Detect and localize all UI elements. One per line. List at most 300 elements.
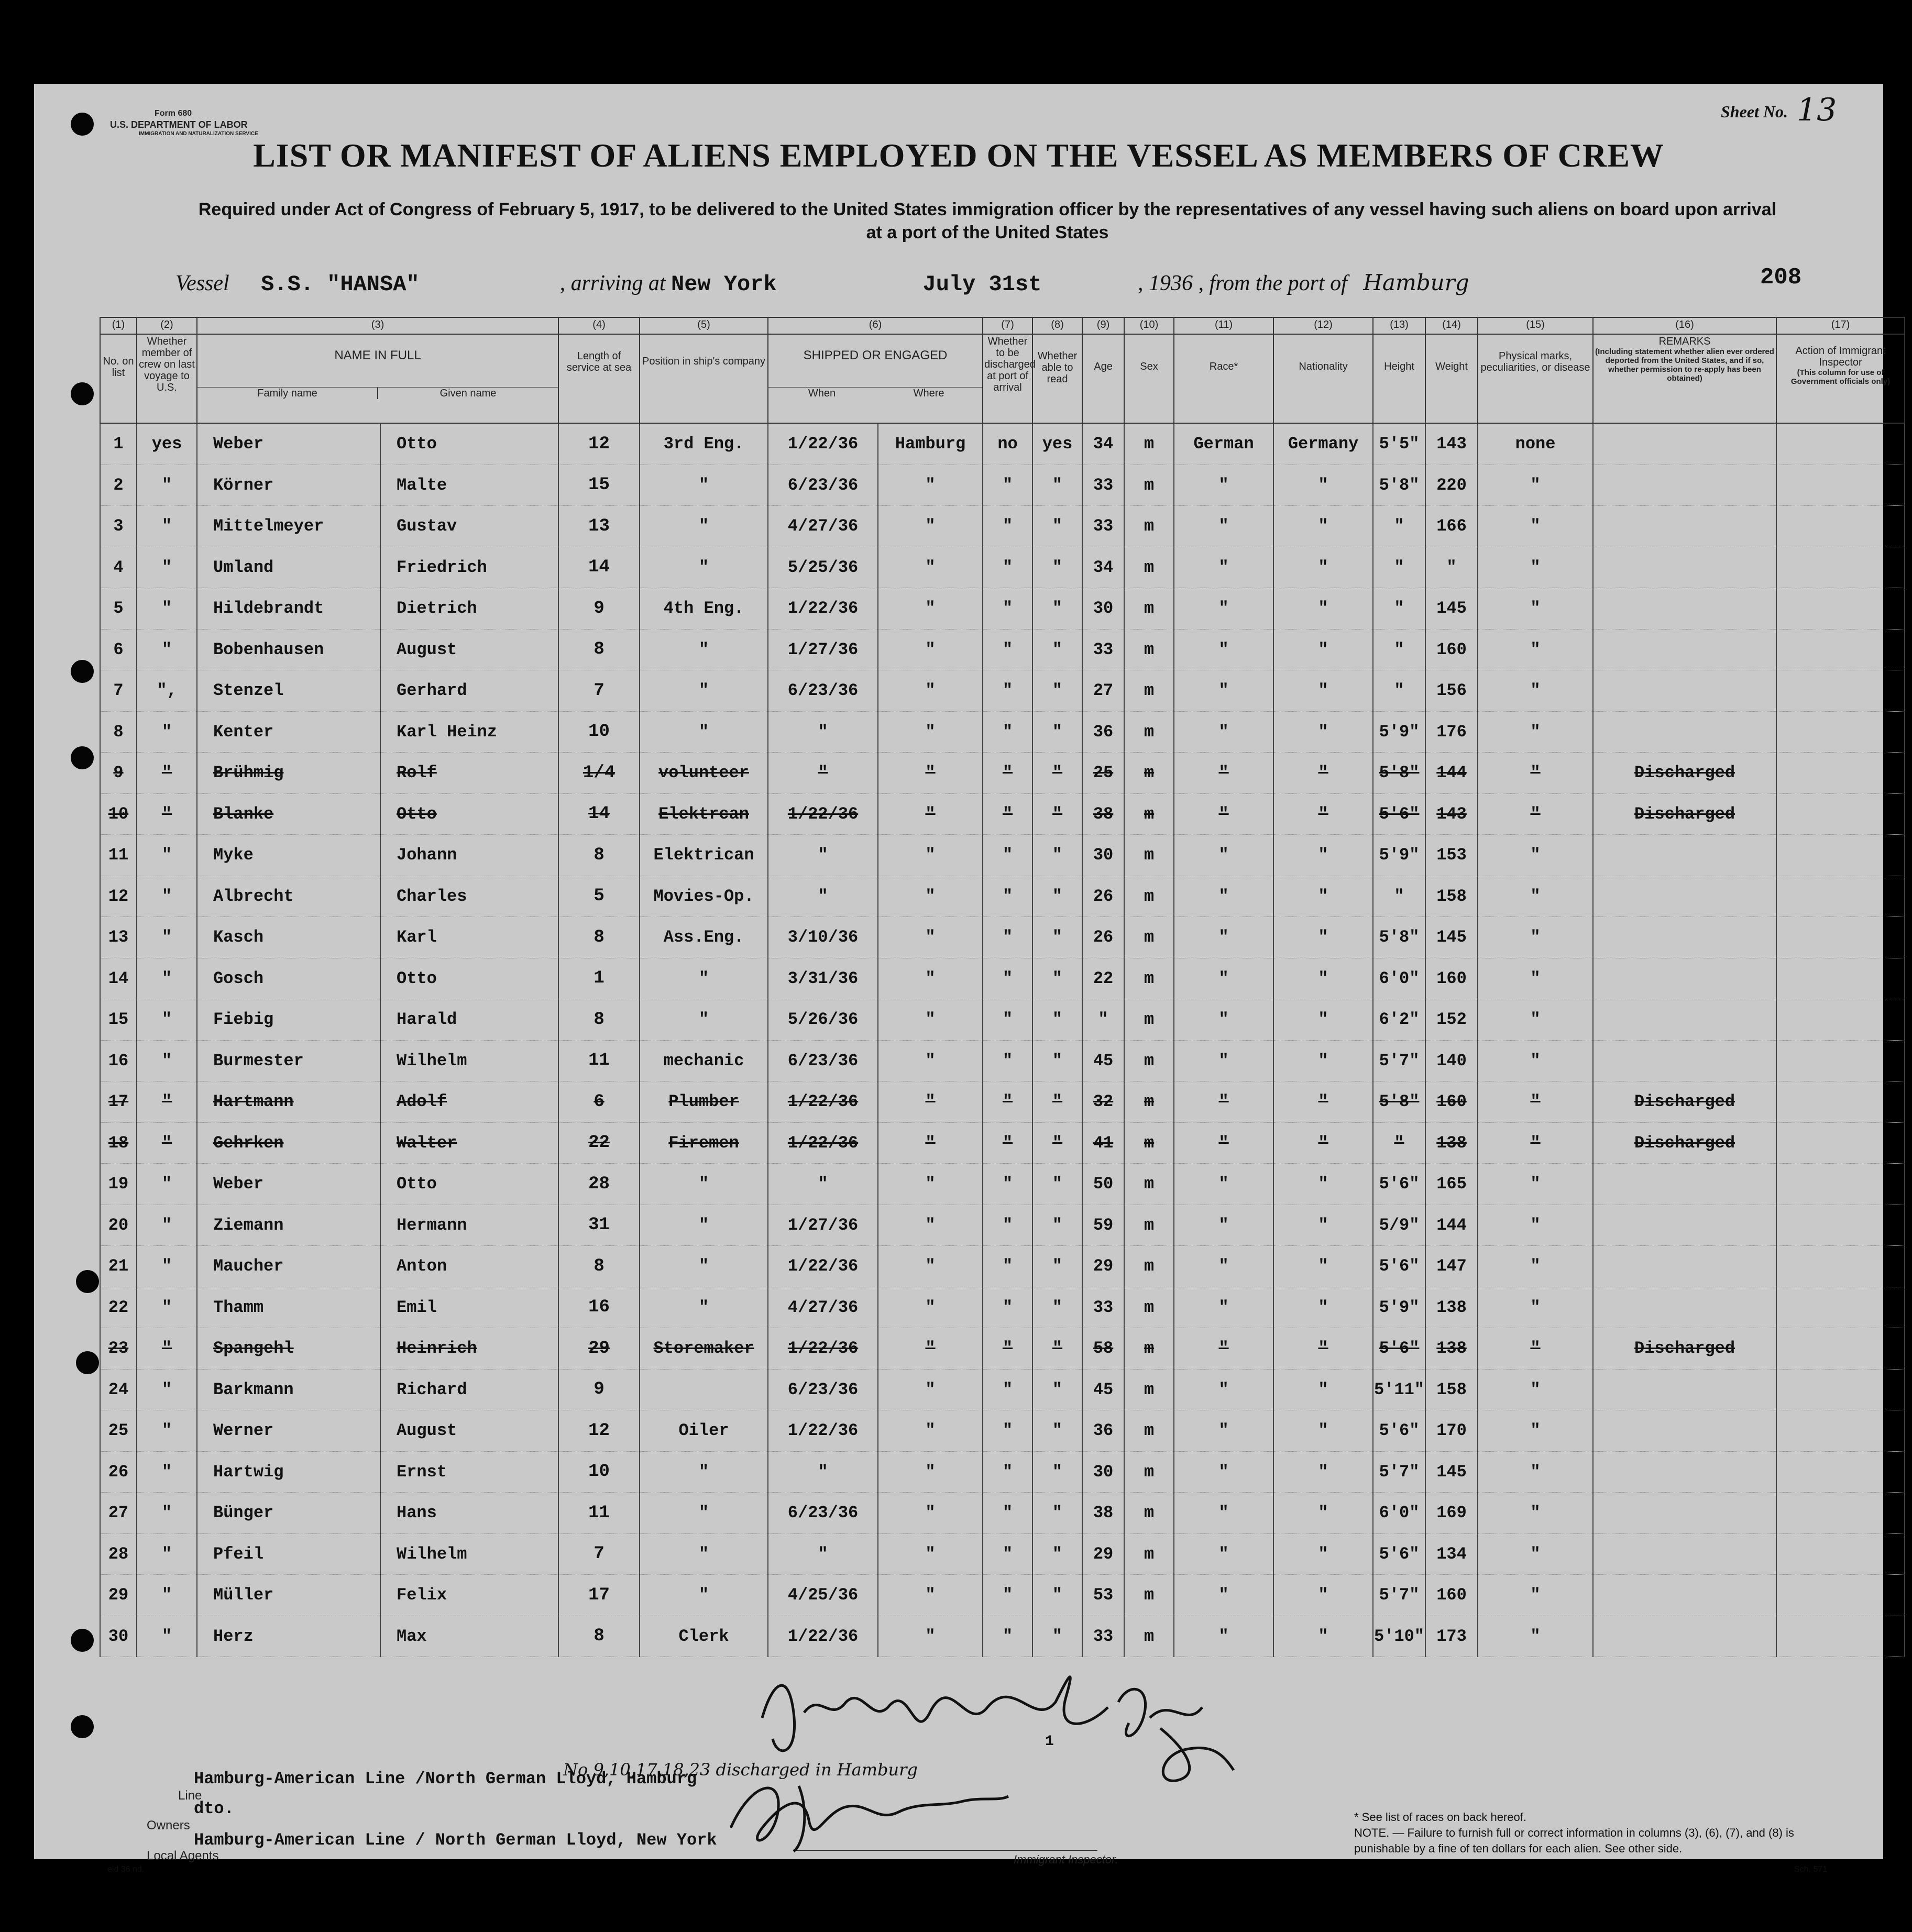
cell-height: " [1373, 588, 1425, 630]
cell-nat: " [1273, 465, 1373, 506]
cell-prev: " [137, 1081, 197, 1123]
cell-marks: " [1478, 753, 1593, 794]
cell-age: 50 [1082, 1164, 1124, 1205]
cell-remarks [1593, 465, 1776, 506]
cell-prev: ", [137, 670, 197, 712]
cell-weight: 140 [1425, 1040, 1478, 1081]
cell-sex: m [1124, 917, 1174, 958]
cell-when: 1/22/36 [768, 423, 878, 465]
cell-disch: " [983, 999, 1032, 1041]
cell-height: " [1373, 1122, 1425, 1164]
cell-no: 18 [100, 1122, 137, 1164]
cell-prev: " [137, 588, 197, 630]
cell-position: " [640, 670, 768, 712]
cell-weight: 176 [1425, 711, 1478, 753]
cell-read: " [1032, 1287, 1082, 1328]
cell-age: 36 [1082, 1410, 1124, 1452]
cell-weight: 144 [1425, 753, 1478, 794]
cell-weight: 166 [1425, 506, 1478, 547]
cell-where: " [878, 506, 983, 547]
cell-prev: " [137, 1040, 197, 1081]
cell-service: 10 [558, 711, 640, 753]
cell-given: Wilhelm [380, 1040, 558, 1081]
cell-sex: m [1124, 506, 1174, 547]
cell-prev: " [137, 753, 197, 794]
cell-family: Werner [197, 1410, 380, 1452]
cell-height: 5'7" [1373, 1451, 1425, 1493]
table-row [100, 1164, 1905, 1205]
cell-weight: 169 [1425, 1493, 1478, 1534]
line-value: Hamburg-American Line /North German Lloyd, Hamburg [194, 1769, 697, 1789]
cell-no: 11 [100, 835, 137, 876]
cell-action [1776, 1287, 1905, 1328]
cell-no: 13 [100, 917, 137, 958]
cell-prev: " [137, 1451, 197, 1493]
cell-sex: m [1124, 670, 1174, 712]
cell-where: " [878, 670, 983, 712]
cell-position [640, 1369, 768, 1410]
cell-where: " [878, 588, 983, 630]
cell-where: " [878, 753, 983, 794]
cell-when: 1/22/36 [768, 1616, 878, 1657]
cell-when: 6/23/36 [768, 465, 878, 506]
cell-where: " [878, 876, 983, 917]
cell-remarks: Discharged [1593, 1081, 1776, 1123]
cell-nat: " [1273, 1451, 1373, 1493]
cell-race: " [1174, 1369, 1273, 1410]
cell-race: " [1174, 1410, 1273, 1452]
cell-family: Thamm [197, 1287, 380, 1328]
cell-action [1776, 1246, 1905, 1287]
cell-read: " [1032, 1246, 1082, 1287]
cell-given: Rolf [380, 753, 558, 794]
cell-weight: 156 [1425, 670, 1478, 712]
cell-no: 2 [100, 465, 137, 506]
table-row [100, 753, 1905, 794]
cell-marks: " [1478, 629, 1593, 670]
table-row [100, 999, 1905, 1041]
table-row [100, 588, 1905, 630]
cell-read: " [1032, 588, 1082, 630]
cell-weight: 145 [1425, 1451, 1478, 1493]
cell-service: 28 [558, 1164, 640, 1205]
cell-marks: " [1478, 1246, 1593, 1287]
cell-given: Otto [380, 793, 558, 835]
cell-read: " [1032, 1328, 1082, 1370]
cell-weight: 220 [1425, 465, 1478, 506]
table-row [100, 506, 1905, 547]
cell-family: Burmester [197, 1040, 380, 1081]
cell-given: Dietrich [380, 588, 558, 630]
cell-where: " [878, 1410, 983, 1452]
cell-family: Pfeil [197, 1533, 380, 1575]
cell-marks: " [1478, 1369, 1593, 1410]
cell-read: " [1032, 670, 1082, 712]
cell-action [1776, 1616, 1905, 1657]
cell-disch: " [983, 547, 1032, 588]
cell-age: 38 [1082, 1493, 1124, 1534]
cell-read: " [1032, 999, 1082, 1041]
cell-weight: 158 [1425, 1369, 1478, 1410]
cell-action [1776, 1493, 1905, 1534]
cell-sex: m [1124, 1164, 1174, 1205]
cell-where: " [878, 465, 983, 506]
cell-height: " [1373, 506, 1425, 547]
cell-service: 9 [558, 588, 640, 630]
cell-read: " [1032, 835, 1082, 876]
table-row [100, 423, 1905, 465]
cell-nat: " [1273, 753, 1373, 794]
printer-mark: eid 36 nd. [107, 1865, 145, 1874]
cell-when: 4/25/36 [768, 1575, 878, 1616]
cell-no: 20 [100, 1205, 137, 1246]
cell-action [1776, 876, 1905, 917]
cell-sex: m [1124, 835, 1174, 876]
cell-action [1776, 506, 1905, 547]
cell-no: 4 [100, 547, 137, 588]
line-label: Line [178, 1789, 202, 1803]
cell-where: " [878, 1575, 983, 1616]
cell-disch: " [983, 1164, 1032, 1205]
cell-given: Johann [380, 835, 558, 876]
cell-where: " [878, 1122, 983, 1164]
col-marks: Physical marks, peculiarities, or disease [1478, 334, 1593, 423]
col-shipped: SHIPPED OR ENGAGED When Where [768, 334, 983, 423]
cell-read: " [1032, 1616, 1082, 1657]
cell-nat: " [1273, 1040, 1373, 1081]
department-name: U.S. DEPARTMENT OF LABOR [110, 119, 248, 130]
cell-remarks [1593, 1533, 1776, 1575]
cell-nat: " [1273, 1246, 1373, 1287]
cell-where: " [878, 793, 983, 835]
cell-sex: m [1124, 1205, 1174, 1246]
column-numbers-row: (1) (2) (3) (4) (5) (6) (7) (8) (9) (10) (11) (12) (13) (14) (15) (16) (17) [100, 317, 1905, 334]
cell-height: " [1373, 629, 1425, 670]
cell-prev: " [137, 1287, 197, 1328]
cell-prev: " [137, 1205, 197, 1246]
cell-race: " [1174, 1328, 1273, 1370]
cell-nat: " [1273, 1122, 1373, 1164]
cell-when: 4/27/36 [768, 1287, 878, 1328]
cell-given: Malte [380, 465, 558, 506]
cell-prev: " [137, 1246, 197, 1287]
cell-when: " [768, 711, 878, 753]
cell-weight: 147 [1425, 1246, 1478, 1287]
cell-given: Hans [380, 1493, 558, 1534]
cell-height: 5'6" [1373, 1533, 1425, 1575]
cell-remarks [1593, 1575, 1776, 1616]
cell-remarks [1593, 506, 1776, 547]
cell-no: 25 [100, 1410, 137, 1452]
cell-age: 34 [1082, 423, 1124, 465]
cell-no: 6 [100, 629, 137, 670]
cell-read: " [1032, 1122, 1082, 1164]
cell-weight: 165 [1425, 1164, 1478, 1205]
cell-no: 22 [100, 1287, 137, 1328]
cell-prev: " [137, 793, 197, 835]
col-remarks: REMARKS (Including statement whether alien ever ordered deported from the United States, and if so, whether permission to re-apply has been obtained) [1593, 334, 1776, 423]
cell-remarks: Discharged [1593, 1122, 1776, 1164]
cell-weight: 160 [1425, 1575, 1478, 1616]
cell-where: " [878, 1081, 983, 1123]
inspector-label: Immigrant Inspector. [1014, 1853, 1118, 1866]
col-read: Whether able to read [1032, 334, 1082, 423]
punch-hole-icon [71, 113, 94, 136]
cell-where: " [878, 1451, 983, 1493]
cell-action [1776, 1122, 1905, 1164]
cell-service: 13 [558, 506, 640, 547]
cell-age: 36 [1082, 711, 1124, 753]
cell-sex: m [1124, 1328, 1174, 1370]
cell-service: 9 [558, 1369, 640, 1410]
cell-age: 30 [1082, 835, 1124, 876]
cell-height: " [1373, 547, 1425, 588]
page-subtitle: Required under Act of Congress of February 5, 1917, to be delivered to the United States immigration officer by the representatives of any vessel having such aliens on board upon arrival at a port of the United States [198, 200, 1777, 242]
cell-race: " [1174, 1616, 1273, 1657]
cell-age: 29 [1082, 1246, 1124, 1287]
cell-height: 5'6" [1373, 1410, 1425, 1452]
cell-prev: " [137, 1575, 197, 1616]
cell-marks: " [1478, 1451, 1593, 1493]
cell-action [1776, 423, 1905, 465]
cell-given: Harald [380, 999, 558, 1041]
cell-service: 5 [558, 876, 640, 917]
races-note: * See list of races on back hereof. [1354, 1810, 1526, 1824]
cell-disch: " [983, 753, 1032, 794]
arrival-port: New York [671, 272, 777, 297]
cell-marks: " [1478, 1040, 1593, 1081]
cell-service: 14 [558, 793, 640, 835]
cell-disch: " [983, 629, 1032, 670]
cell-remarks [1593, 1246, 1776, 1287]
cell-when: 3/10/36 [768, 917, 878, 958]
cell-where: " [878, 835, 983, 876]
cell-marks: " [1478, 876, 1593, 917]
cell-sex: m [1124, 1616, 1174, 1657]
cell-disch: " [983, 1081, 1032, 1123]
cell-remarks [1593, 1451, 1776, 1493]
cell-marks: " [1478, 588, 1593, 630]
cell-remarks [1593, 1616, 1776, 1657]
cell-marks: " [1478, 506, 1593, 547]
cell-position: " [640, 1246, 768, 1287]
cell-race: " [1174, 1287, 1273, 1328]
cell-remarks: Discharged [1593, 793, 1776, 835]
cell-service: 11 [558, 1040, 640, 1081]
cell-family: Bobenhausen [197, 629, 380, 670]
cell-read: " [1032, 1410, 1082, 1452]
cell-read: " [1032, 1164, 1082, 1205]
cell-where: " [878, 629, 983, 670]
cell-where: " [878, 999, 983, 1041]
cell-disch: " [983, 835, 1032, 876]
cell-nat: " [1273, 917, 1373, 958]
cell-read: " [1032, 876, 1082, 917]
cell-sex: m [1124, 999, 1174, 1041]
cell-position: Elektrcan [640, 793, 768, 835]
cell-given: Otto [380, 423, 558, 465]
cell-prev: " [137, 629, 197, 670]
owners-label: Owners [147, 1818, 190, 1832]
cell-when: 1/27/36 [768, 1205, 878, 1246]
cell-prev: " [137, 1493, 197, 1534]
sheet-number-label: Sheet No. [1721, 102, 1788, 121]
cell-remarks [1593, 1410, 1776, 1452]
cell-where: " [878, 1369, 983, 1410]
cell-family: Bünger [197, 1493, 380, 1534]
cell-no: 8 [100, 711, 137, 753]
cell-marks: " [1478, 711, 1593, 753]
cell-weight: 143 [1425, 793, 1478, 835]
cell-no: 16 [100, 1040, 137, 1081]
table-row [100, 876, 1905, 917]
cell-disch: no [983, 423, 1032, 465]
cell-prev: " [137, 547, 197, 588]
cell-remarks [1593, 629, 1776, 670]
vessel-line: Vessel S.S. "HANSA" , arriving at New York July 31st , 1936 , from the port of Hamburg [175, 270, 1469, 297]
cell-age: 41 [1082, 1122, 1124, 1164]
cell-race: " [1174, 1246, 1273, 1287]
cell-given: Ernst [380, 1451, 558, 1493]
cell-weight: 160 [1425, 1081, 1478, 1123]
form-number: Form 680 [155, 109, 192, 118]
cell-race: " [1174, 465, 1273, 506]
cell-where: " [878, 1616, 983, 1657]
cell-read: " [1032, 1493, 1082, 1534]
cell-nat: " [1273, 876, 1373, 917]
table-row [100, 793, 1905, 835]
cell-marks: " [1478, 917, 1593, 958]
cell-race: " [1174, 1533, 1273, 1575]
cell-remarks [1593, 1493, 1776, 1534]
cell-remarks [1593, 547, 1776, 588]
cell-height: 5'9" [1373, 835, 1425, 876]
cell-prev: " [137, 958, 197, 999]
col-discharged: Whether to be discharged at port of arrival [983, 334, 1032, 423]
cell-age: 45 [1082, 1369, 1124, 1410]
table-row [100, 1040, 1905, 1081]
cell-service: 22 [558, 1122, 640, 1164]
cell-position: " [640, 547, 768, 588]
cell-disch: " [983, 1328, 1032, 1370]
cell-marks: " [1478, 1575, 1593, 1616]
cell-sex: m [1124, 1369, 1174, 1410]
table-row [100, 958, 1905, 999]
cell-no: 28 [100, 1533, 137, 1575]
cell-race: " [1174, 1081, 1273, 1123]
table-row [100, 1493, 1905, 1534]
cell-service: 16 [558, 1287, 640, 1328]
cell-weight: 158 [1425, 876, 1478, 917]
cell-position: volunteer [640, 753, 768, 794]
column-headers-row [100, 334, 1905, 423]
cell-family: Maucher [197, 1246, 380, 1287]
inspector-signature [720, 1765, 1014, 1854]
cell-position: Oiler [640, 1410, 768, 1452]
cell-action [1776, 547, 1905, 588]
cell-height: 5'6" [1373, 793, 1425, 835]
cell-height: 5'6" [1373, 1246, 1425, 1287]
cell-weight: 145 [1425, 917, 1478, 958]
schedule-number: Sch. 571 [1794, 1865, 1828, 1874]
cell-sex: m [1124, 547, 1174, 588]
cell-nat: " [1273, 1493, 1373, 1534]
cell-when: 6/23/36 [768, 1040, 878, 1081]
cell-race: " [1174, 1040, 1273, 1081]
cell-position: " [640, 1451, 768, 1493]
cell-height: 5'9" [1373, 1287, 1425, 1328]
cell-nat: " [1273, 1164, 1373, 1205]
cell-when: 5/25/36 [768, 547, 878, 588]
cell-prev: " [137, 917, 197, 958]
cell-disch: " [983, 1575, 1032, 1616]
cell-no: 23 [100, 1328, 137, 1370]
cell-action [1776, 835, 1905, 876]
cell-given: Walter [380, 1122, 558, 1164]
cell-when: 1/22/36 [768, 1122, 878, 1164]
cell-sex: m [1124, 1575, 1174, 1616]
cell-nat: " [1273, 1575, 1373, 1616]
cell-position: Firemen [640, 1122, 768, 1164]
cell-no: 29 [100, 1575, 137, 1616]
arrival-year: , 1936 [1138, 271, 1193, 295]
age-extra: 1 [1045, 1734, 1054, 1750]
cell-disch: " [983, 465, 1032, 506]
cell-no: 12 [100, 876, 137, 917]
cell-weight: 138 [1425, 1328, 1478, 1370]
cell-marks: " [1478, 958, 1593, 999]
cell-no: 15 [100, 999, 137, 1041]
cell-no: 5 [100, 588, 137, 630]
cell-race: " [1174, 711, 1273, 753]
cell-nat: " [1273, 629, 1373, 670]
cell-nat: " [1273, 506, 1373, 547]
cell-given: August [380, 629, 558, 670]
page-title: LIST OR MANIFEST OF ALIENS EMPLOYED ON THE VESSEL AS MEMBERS OF CREW [253, 137, 1664, 174]
owners-value: dto. [194, 1799, 234, 1818]
cell-age: 30 [1082, 1451, 1124, 1493]
table-row [100, 1369, 1905, 1410]
cell-where: " [878, 958, 983, 999]
cell-position: Plumber [640, 1081, 768, 1123]
cell-family: Kasch [197, 917, 380, 958]
cell-remarks: Discharged [1593, 753, 1776, 794]
cell-race: " [1174, 1205, 1273, 1246]
col-inspector-action: Action of Immigrant Inspector (This column for use of Government officials only) [1776, 334, 1905, 423]
cell-sex: m [1124, 793, 1174, 835]
cell-action [1776, 1369, 1905, 1410]
cell-where: " [878, 1493, 983, 1534]
cell-given: Gustav [380, 506, 558, 547]
punch-hole-icon [71, 1715, 94, 1738]
cell-race: " [1174, 1122, 1273, 1164]
cell-action [1776, 1410, 1905, 1452]
cell-read: " [1032, 506, 1082, 547]
cell-service: 8 [558, 999, 640, 1041]
cell-sex: m [1124, 1410, 1174, 1452]
cell-prev: " [137, 1533, 197, 1575]
cell-where: Hamburg [878, 423, 983, 465]
cell-action [1776, 1205, 1905, 1246]
cell-service: 29 [558, 1328, 640, 1370]
cell-race: " [1174, 1575, 1273, 1616]
cell-age: 33 [1082, 506, 1124, 547]
cell-remarks [1593, 711, 1776, 753]
cell-age: 59 [1082, 1205, 1124, 1246]
cell-where: " [878, 1533, 983, 1575]
table-row [100, 629, 1905, 670]
cell-when: " [768, 1164, 878, 1205]
